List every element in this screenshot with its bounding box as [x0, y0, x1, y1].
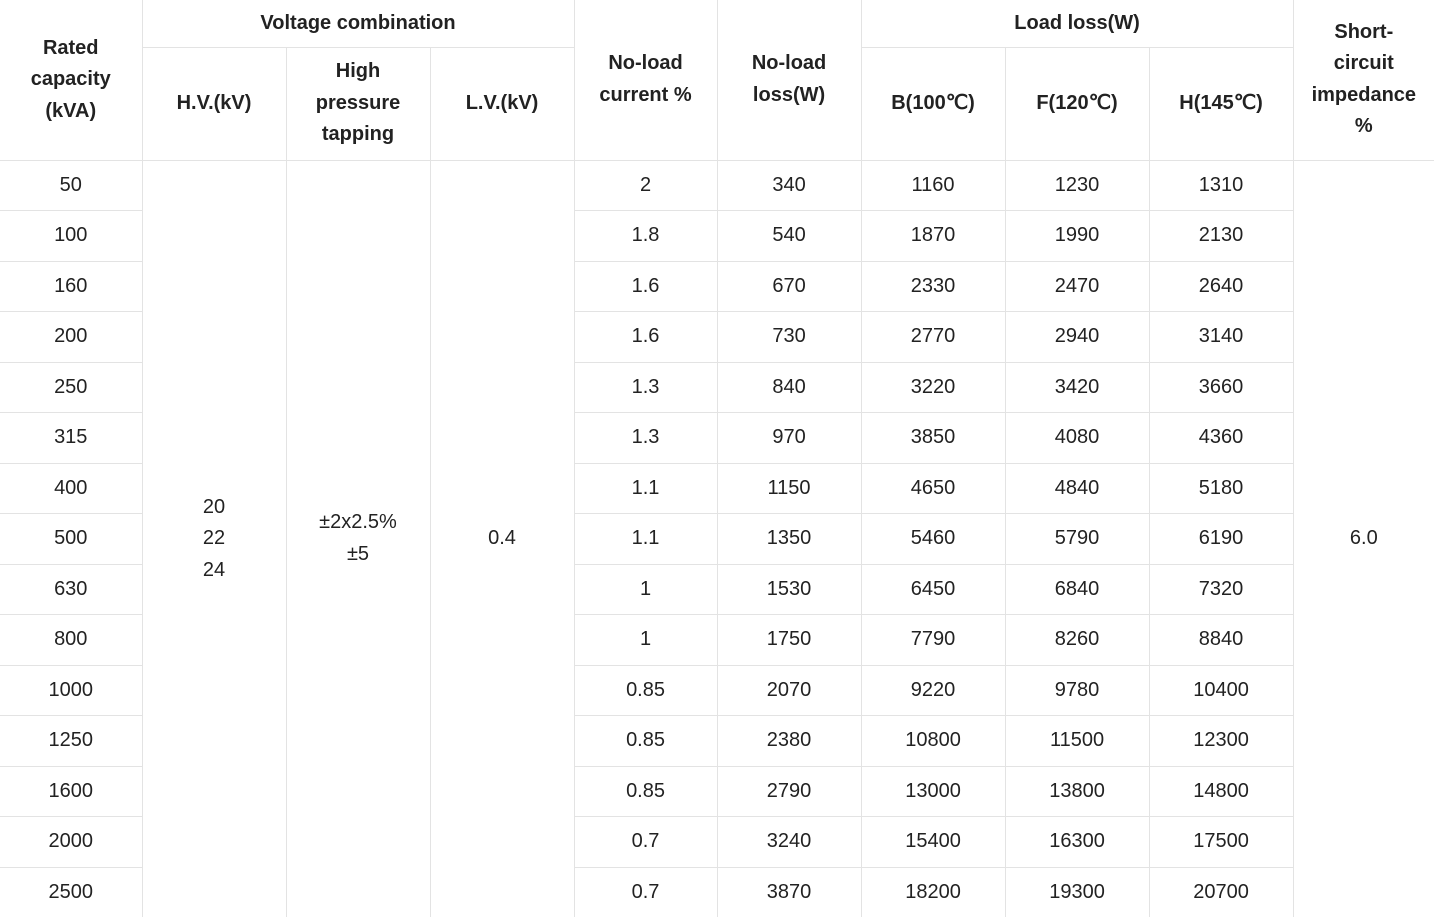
no-load-loss-cell: 730 [717, 312, 861, 363]
no-load-loss-cell: 670 [717, 261, 861, 312]
load-loss-f-cell: 19300 [1005, 867, 1149, 917]
load-loss-f-cell: 2940 [1005, 312, 1149, 363]
load-loss-h-cell: 20700 [1149, 867, 1293, 917]
header-no-load-current: No-load current % [574, 0, 717, 160]
no-load-current-cell: 0.7 [574, 867, 717, 917]
rated-capacity-cell: 315 [0, 413, 142, 464]
no-load-loss-cell: 1350 [717, 514, 861, 565]
load-loss-h-cell: 4360 [1149, 413, 1293, 464]
rated-capacity-cell: 160 [0, 261, 142, 312]
rated-capacity-cell: 400 [0, 463, 142, 514]
load-loss-h-cell: 12300 [1149, 716, 1293, 767]
load-loss-b-cell: 4650 [861, 463, 1005, 514]
no-load-current-cell: 0.85 [574, 665, 717, 716]
rated-capacity-cell: 1600 [0, 766, 142, 817]
load-loss-h-cell: 3660 [1149, 362, 1293, 413]
rated-capacity-cell: 100 [0, 211, 142, 262]
rated-capacity-cell: 800 [0, 615, 142, 666]
no-load-loss-cell: 3240 [717, 817, 861, 868]
load-loss-h-cell: 14800 [1149, 766, 1293, 817]
header-no-load-loss: No-load loss(W) [717, 0, 861, 160]
load-loss-f-cell: 13800 [1005, 766, 1149, 817]
load-loss-b-cell: 6450 [861, 564, 1005, 615]
no-load-loss-cell: 840 [717, 362, 861, 413]
no-load-current-cell: 0.85 [574, 716, 717, 767]
header-load-loss-h: H(145℃) [1149, 47, 1293, 160]
no-load-loss-cell: 2070 [717, 665, 861, 716]
load-loss-b-cell: 2330 [861, 261, 1005, 312]
load-loss-h-cell: 2640 [1149, 261, 1293, 312]
load-loss-h-cell: 3140 [1149, 312, 1293, 363]
load-loss-b-cell: 13000 [861, 766, 1005, 817]
rated-capacity-cell: 2500 [0, 867, 142, 917]
rated-capacity-cell: 1000 [0, 665, 142, 716]
header-load-loss-f: F(120℃) [1005, 47, 1149, 160]
load-loss-b-cell: 1160 [861, 160, 1005, 211]
header-load-loss: Load loss(W) [861, 0, 1293, 47]
load-loss-b-cell: 15400 [861, 817, 1005, 868]
lv-cell: 0.4 [430, 160, 574, 917]
no-load-current-cell: 1.1 [574, 463, 717, 514]
load-loss-b-cell: 5460 [861, 514, 1005, 565]
load-loss-b-cell: 18200 [861, 867, 1005, 917]
no-load-current-cell: 1.6 [574, 261, 717, 312]
load-loss-b-cell: 2770 [861, 312, 1005, 363]
rated-capacity-cell: 2000 [0, 817, 142, 868]
no-load-loss-cell: 1150 [717, 463, 861, 514]
header-load-loss-b: B(100℃) [861, 47, 1005, 160]
load-loss-b-cell: 9220 [861, 665, 1005, 716]
no-load-loss-cell: 2380 [717, 716, 861, 767]
load-loss-f-cell: 1230 [1005, 160, 1149, 211]
table-header [0, 0, 1434, 160]
load-loss-b-cell: 7790 [861, 615, 1005, 666]
no-load-current-cell: 1.3 [574, 413, 717, 464]
load-loss-f-cell: 2470 [1005, 261, 1149, 312]
load-loss-f-cell: 16300 [1005, 817, 1149, 868]
load-loss-h-cell: 17500 [1149, 817, 1293, 868]
no-load-current-cell: 2 [574, 160, 717, 211]
load-loss-f-cell: 6840 [1005, 564, 1149, 615]
load-loss-f-cell: 9780 [1005, 665, 1149, 716]
rated-capacity-cell: 1250 [0, 716, 142, 767]
load-loss-f-cell: 1990 [1005, 211, 1149, 262]
no-load-loss-cell: 1530 [717, 564, 861, 615]
tapping-cell: ±2x2.5% ±5 [286, 160, 430, 917]
no-load-current-cell: 0.7 [574, 817, 717, 868]
load-loss-f-cell: 4840 [1005, 463, 1149, 514]
no-load-current-cell: 1.1 [574, 514, 717, 565]
load-loss-h-cell: 5180 [1149, 463, 1293, 514]
rated-capacity-cell: 500 [0, 514, 142, 565]
rated-capacity-cell: 250 [0, 362, 142, 413]
no-load-current-cell: 0.85 [574, 766, 717, 817]
no-load-loss-cell: 2790 [717, 766, 861, 817]
load-loss-h-cell: 8840 [1149, 615, 1293, 666]
no-load-current-cell: 1.3 [574, 362, 717, 413]
no-load-loss-cell: 3870 [717, 867, 861, 917]
load-loss-f-cell: 11500 [1005, 716, 1149, 767]
hv-cell: 20 22 24 [142, 160, 286, 917]
load-loss-b-cell: 3850 [861, 413, 1005, 464]
header-voltage-combination: Voltage combination [142, 0, 574, 47]
load-loss-b-cell: 10800 [861, 716, 1005, 767]
rated-capacity-cell: 50 [0, 160, 142, 211]
table-row [0, 160, 1434, 211]
no-load-current-cell: 1.6 [574, 312, 717, 363]
no-load-current-cell: 1 [574, 564, 717, 615]
header-lv: L.V.(kV) [430, 47, 574, 160]
load-loss-f-cell: 3420 [1005, 362, 1149, 413]
load-loss-h-cell: 1310 [1149, 160, 1293, 211]
header-rated-capacity: Rated capacity (kVA) [0, 0, 142, 160]
no-load-loss-cell: 340 [717, 160, 861, 211]
load-loss-h-cell: 6190 [1149, 514, 1293, 565]
header-short-circuit-impedance: Short- circuit impedance % [1293, 0, 1434, 160]
header-hv: H.V.(kV) [142, 47, 286, 160]
no-load-loss-cell: 540 [717, 211, 861, 262]
rated-capacity-cell: 630 [0, 564, 142, 615]
no-load-current-cell: 1.8 [574, 211, 717, 262]
impedance-cell: 6.0 [1293, 160, 1434, 917]
table-body [0, 160, 1434, 917]
load-loss-b-cell: 3220 [861, 362, 1005, 413]
load-loss-b-cell: 1870 [861, 211, 1005, 262]
header-high-pressure-tapping: High pressure tapping [286, 47, 430, 160]
load-loss-f-cell: 4080 [1005, 413, 1149, 464]
no-load-current-cell: 1 [574, 615, 717, 666]
load-loss-h-cell: 10400 [1149, 665, 1293, 716]
load-loss-f-cell: 5790 [1005, 514, 1149, 565]
rated-capacity-cell: 200 [0, 312, 142, 363]
no-load-loss-cell: 1750 [717, 615, 861, 666]
no-load-loss-cell: 970 [717, 413, 861, 464]
load-loss-h-cell: 2130 [1149, 211, 1293, 262]
load-loss-h-cell: 7320 [1149, 564, 1293, 615]
load-loss-f-cell: 8260 [1005, 615, 1149, 666]
